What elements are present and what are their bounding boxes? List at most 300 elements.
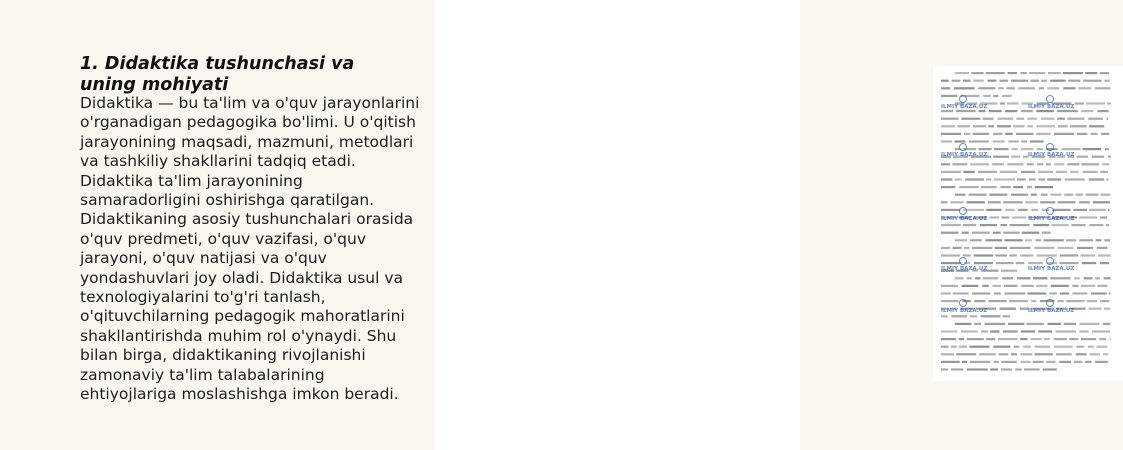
document-text-line — [986, 72, 1005, 74]
document-text-line — [1084, 277, 1093, 279]
document-text-line — [963, 254, 971, 256]
document-text-line — [1009, 300, 1028, 302]
document-text-line — [1080, 330, 1089, 332]
document-text-line — [941, 224, 961, 226]
document-text-line — [941, 95, 957, 97]
document-text-line — [1053, 209, 1071, 211]
document-text-line — [1025, 201, 1038, 203]
document-text-line — [1088, 118, 1103, 120]
document-text-line — [941, 209, 960, 211]
document-text-line — [1100, 300, 1109, 302]
document-text-line — [1106, 224, 1110, 226]
document-text-line — [1072, 292, 1087, 294]
document-text-line — [1064, 194, 1073, 196]
document-text-line — [954, 140, 965, 142]
document-text-line — [1083, 148, 1102, 150]
document-text-line — [970, 163, 989, 165]
document-text-line — [995, 247, 1008, 249]
document-text-line — [1024, 368, 1040, 370]
document-text-line — [1098, 285, 1108, 287]
document-text-line — [1036, 133, 1050, 135]
document-text-line — [981, 186, 997, 188]
document-text-line — [1050, 194, 1061, 196]
watermark-text: ILMIY BAZA.UZ — [1028, 308, 1075, 314]
document-text-line — [1028, 262, 1043, 264]
document-text-line — [1033, 277, 1048, 279]
document-text-line — [941, 353, 954, 355]
document-text-line — [954, 87, 975, 89]
document-text-line — [986, 178, 991, 180]
document-text-line — [1085, 361, 1092, 363]
document-text-line — [988, 80, 997, 82]
document-text-line — [972, 292, 990, 294]
document-page-image — [933, 66, 1123, 381]
document-text-line — [1003, 232, 1019, 234]
document-text-line — [1058, 125, 1068, 127]
watermark-text: ILMIY BAZA.UZ — [941, 216, 988, 222]
document-text-line — [1010, 247, 1031, 249]
document-text-line — [962, 361, 967, 363]
document-text-line — [1110, 338, 1111, 340]
document-text-line — [951, 315, 967, 317]
document-text-line — [1099, 338, 1106, 340]
document-text-line — [1011, 194, 1028, 196]
document-text-line — [1100, 72, 1109, 74]
document-text-line — [1082, 262, 1096, 264]
document-text-line — [986, 338, 995, 340]
document-text-line — [941, 368, 948, 370]
document-text-line — [1060, 292, 1069, 294]
document-text-line — [1063, 72, 1083, 74]
document-text-line — [992, 163, 1004, 165]
document-text-line — [1103, 353, 1108, 355]
document-text-line — [1087, 300, 1097, 302]
document-text-line — [1021, 330, 1035, 332]
document-text-line — [1020, 353, 1032, 355]
document-text-line — [1037, 148, 1044, 150]
document-text-line — [982, 285, 989, 287]
document-text-line — [970, 346, 990, 348]
document-text-line — [1080, 323, 1100, 325]
watermark-text: ILMIY BAZA.UZ — [1028, 266, 1075, 272]
document-text-line — [959, 346, 967, 348]
document-text-line — [1103, 323, 1110, 325]
document-text-line — [1042, 209, 1049, 211]
document-text-line — [967, 338, 984, 340]
document-text-line — [993, 140, 1005, 142]
document-text-line — [1062, 148, 1081, 150]
document-text-line — [1056, 353, 1072, 355]
document-text-line — [941, 315, 948, 317]
document-text-line — [1104, 308, 1111, 310]
document-text-line — [1008, 140, 1019, 142]
document-text-line — [1021, 110, 1033, 112]
document-text-line — [970, 361, 990, 363]
document-text-line — [941, 201, 948, 203]
document-text-line — [1081, 163, 1099, 165]
document-text-line — [993, 232, 1001, 234]
slide-title: 1. Didaktika tushunchasi va uning mohiyati — [80, 54, 355, 95]
document-text-line — [1030, 140, 1044, 142]
document-text-line — [993, 346, 1010, 348]
document-text-line — [1095, 361, 1108, 363]
document-text-line — [1027, 163, 1034, 165]
document-text-line — [955, 72, 969, 74]
document-text-line — [955, 178, 962, 180]
document-text-line — [1027, 323, 1044, 325]
document-text-line — [981, 315, 1001, 317]
document-text-line — [1007, 163, 1023, 165]
document-text-line — [956, 110, 976, 112]
document-text-line — [1066, 300, 1085, 302]
document-text-line — [1108, 209, 1109, 211]
document-text-line — [1041, 118, 1054, 120]
document-text-line — [1041, 80, 1047, 82]
document-text-line — [973, 125, 986, 127]
document-text-line — [1027, 118, 1037, 120]
document-text-line — [1002, 277, 1013, 279]
document-text-line — [994, 361, 999, 363]
document-text-line — [1063, 87, 1075, 89]
document-text-line — [975, 277, 980, 279]
document-text-line — [1104, 80, 1109, 82]
document-text-line — [1085, 72, 1097, 74]
document-text-line — [1031, 300, 1036, 302]
document-text-line — [988, 300, 1006, 302]
watermark-text: ILMIY BAZA.UZ — [941, 152, 988, 158]
document-text-line — [1067, 163, 1079, 165]
document-text-line — [964, 247, 969, 249]
document-text-line — [972, 247, 992, 249]
document-text-line — [1093, 201, 1110, 203]
document-text-line — [955, 239, 967, 241]
document-text-line — [1090, 353, 1101, 355]
document-text-line — [1004, 239, 1022, 241]
document-text-line — [964, 171, 975, 173]
document-text-line — [1021, 72, 1027, 74]
document-text-line — [1036, 239, 1041, 241]
document-text-line — [941, 110, 953, 112]
document-text-line — [965, 178, 984, 180]
document-text-line — [1013, 186, 1023, 188]
document-text-line — [941, 80, 949, 82]
document-text-line — [989, 194, 1007, 196]
document-text-line — [1031, 338, 1042, 340]
document-text-line — [990, 368, 998, 370]
document-text-line — [1076, 194, 1083, 196]
document-text-line — [953, 292, 969, 294]
document-text-line — [1016, 118, 1024, 120]
document-text-line — [1089, 224, 1103, 226]
document-text-line — [1054, 133, 1074, 135]
document-text-line — [986, 239, 1003, 241]
document-text-line — [1089, 178, 1105, 180]
document-text-line — [1025, 239, 1032, 241]
document-text-line — [998, 87, 1003, 89]
document-text-line — [1106, 118, 1108, 120]
document-text-line — [1077, 133, 1087, 135]
document-text-line — [1056, 330, 1077, 332]
document-text-line — [1000, 102, 1005, 104]
document-text-line — [1058, 201, 1076, 203]
document-text-line — [1000, 308, 1016, 310]
watermark-text: ILMIY BAZA.UZ — [941, 104, 988, 110]
document-text-line — [1054, 346, 1073, 348]
document-text-line — [1109, 292, 1111, 294]
document-text-line — [980, 224, 997, 226]
document-text-line — [941, 338, 956, 340]
document-text-line — [1077, 156, 1089, 158]
document-text-line — [1086, 194, 1099, 196]
document-text-line — [959, 186, 978, 188]
document-text-line — [1013, 125, 1025, 127]
document-text-line — [1005, 110, 1017, 112]
document-text-line — [1046, 361, 1055, 363]
document-text-line — [1006, 87, 1014, 89]
document-text-line — [1012, 216, 1027, 218]
document-text-line — [1065, 178, 1085, 180]
document-text-line — [1035, 186, 1053, 188]
watermark-text: ILMIY BAZA.UZ — [941, 266, 988, 272]
document-text-line — [957, 125, 970, 127]
document-text-line — [1023, 346, 1031, 348]
document-text-line — [1011, 353, 1017, 355]
document-text-line — [1018, 87, 1035, 89]
document-text-line — [963, 80, 971, 82]
document-text-line — [1004, 285, 1018, 287]
watermark-text: ILMIY BAZA.UZ — [941, 308, 988, 314]
document-text-line — [1048, 72, 1061, 74]
document-text-line — [981, 330, 988, 332]
document-text-line — [972, 72, 984, 74]
document-text-line — [1104, 277, 1111, 279]
document-text-line — [1021, 140, 1027, 142]
document-text-line — [1008, 72, 1018, 74]
document-text-line — [998, 118, 1014, 120]
document-text-line — [941, 133, 961, 135]
document-text-line — [1056, 171, 1067, 173]
document-text-line — [1051, 285, 1069, 287]
document-text-line — [1091, 133, 1098, 135]
document-text-line — [1098, 254, 1111, 256]
document-text-line — [974, 262, 993, 264]
document-text-line — [1064, 323, 1076, 325]
document-text-line — [1021, 361, 1031, 363]
document-text-line — [967, 201, 985, 203]
document-text-line — [1000, 171, 1018, 173]
watermark-text: ILMIY BAZA.UZ — [1028, 216, 1075, 222]
document-text-line — [1001, 216, 1009, 218]
document-text-line — [1069, 338, 1078, 340]
document-text-line — [953, 247, 962, 249]
document-text-line — [1000, 186, 1011, 188]
document-text-line — [990, 330, 999, 332]
document-text-line — [1097, 110, 1108, 112]
document-text-line — [979, 110, 986, 112]
document-text-line — [955, 323, 971, 325]
document-text-line — [996, 262, 1014, 264]
document-text-line — [1021, 285, 1033, 287]
document-text-line — [955, 194, 966, 196]
document-text-line — [1047, 178, 1061, 180]
document-text-line — [1020, 338, 1028, 340]
document-text-line — [1108, 156, 1111, 158]
document-text-line — [1035, 346, 1051, 348]
document-text-line — [1106, 178, 1108, 180]
document-text-line — [1036, 125, 1055, 127]
watermark-text: ILMIY BAZA.UZ — [1028, 104, 1075, 110]
document-text-line — [1060, 262, 1079, 264]
document-text-line — [1038, 330, 1052, 332]
document-text-line — [1089, 209, 1106, 211]
document-text-line — [1039, 178, 1046, 180]
document-text-line — [1003, 330, 1018, 332]
document-text-line — [1001, 224, 1008, 226]
document-text-line — [999, 80, 1008, 82]
document-text-line — [1010, 224, 1030, 226]
document-text-line — [956, 353, 976, 355]
document-text-line — [1092, 156, 1104, 158]
document-text-line — [941, 87, 950, 89]
document-text-line — [969, 140, 989, 142]
document-text-line — [1016, 133, 1034, 135]
document-text-line — [1018, 209, 1027, 211]
document-text-line — [993, 133, 1002, 135]
document-text-line — [972, 232, 990, 234]
document-text-line — [1068, 118, 1085, 120]
document-text-line — [1059, 361, 1071, 363]
document-text-line — [1033, 224, 1049, 226]
document-text-line — [1076, 346, 1084, 348]
document-text-line — [1079, 216, 1097, 218]
document-text-line — [1001, 361, 1017, 363]
document-text-line — [1058, 247, 1074, 249]
document-text-line — [993, 156, 1009, 158]
document-text-line — [1095, 277, 1100, 279]
document-text-line — [974, 254, 994, 256]
document-text-line — [1054, 338, 1067, 340]
document-text-line — [941, 285, 958, 287]
document-text-line — [1066, 239, 1076, 241]
document-text-line — [1038, 171, 1053, 173]
document-text-line — [1104, 239, 1110, 241]
document-text-line — [1048, 323, 1062, 325]
document-text-line — [941, 330, 957, 332]
document-text-line — [955, 277, 964, 279]
document-text-line — [964, 133, 970, 135]
document-text-line — [1058, 300, 1064, 302]
document-text-line — [1010, 254, 1017, 256]
document-text-line — [1030, 80, 1039, 82]
document-text-line — [1079, 87, 1092, 89]
document-text-line — [1044, 239, 1064, 241]
document-text-line — [1037, 163, 1043, 165]
document-text-line — [1005, 292, 1026, 294]
document-text-line — [993, 95, 998, 97]
document-text-line — [1005, 133, 1013, 135]
document-text-line — [1016, 262, 1025, 264]
document-text-line — [1089, 125, 1104, 127]
text-panel — [0, 0, 435, 450]
document-text-line — [1071, 224, 1085, 226]
document-text-line — [1100, 262, 1109, 264]
document-text-line — [950, 201, 963, 203]
document-text-line — [983, 118, 994, 120]
document-text-line — [998, 338, 1018, 340]
document-text-line — [1096, 346, 1107, 348]
document-text-line — [1079, 201, 1090, 203]
document-text-line — [951, 346, 957, 348]
document-text-line — [983, 95, 991, 97]
document-text-line — [1027, 292, 1046, 294]
document-text-line — [1021, 171, 1035, 173]
document-text-line — [999, 353, 1009, 355]
document-text-line — [967, 368, 988, 370]
document-text-line — [963, 224, 976, 226]
document-text-line — [941, 300, 959, 302]
document-text-line — [951, 368, 963, 370]
document-text-line — [1005, 209, 1014, 211]
document-text-line — [1091, 292, 1107, 294]
document-text-line — [941, 178, 952, 180]
document-text-line — [1100, 216, 1107, 218]
document-text-line — [1012, 148, 1019, 150]
document-text-line — [962, 232, 969, 234]
document-text-line — [941, 262, 961, 264]
document-text-line — [1068, 80, 1080, 82]
document-text-line — [1077, 247, 1093, 249]
document-text-line — [1033, 361, 1044, 363]
document-text-line — [1017, 277, 1031, 279]
document-text-line — [1101, 133, 1109, 135]
document-text-line — [1102, 163, 1109, 165]
document-text-line — [1047, 87, 1059, 89]
document-text-line — [1015, 368, 1021, 370]
document-text-line — [961, 330, 978, 332]
document-text-line — [1008, 323, 1025, 325]
document-text-line — [1092, 330, 1110, 332]
document-text-line — [1081, 338, 1096, 340]
document-text-line — [1088, 346, 1094, 348]
document-text-line — [1034, 353, 1052, 355]
document-text-line — [989, 110, 1002, 112]
document-page-background — [933, 66, 1123, 381]
document-text-line — [1027, 125, 1033, 127]
document-text-line — [1079, 239, 1093, 241]
document-text-line — [1075, 102, 1084, 104]
document-text-line — [978, 148, 991, 150]
document-text-line — [1029, 178, 1036, 180]
document-text-line — [941, 247, 950, 249]
document-text-line — [1100, 171, 1108, 173]
document-text-line — [1044, 338, 1050, 340]
document-text-line — [1088, 308, 1101, 310]
document-text-line — [1029, 72, 1045, 74]
document-text-line — [941, 254, 960, 256]
document-text-line — [941, 186, 955, 188]
document-text-line — [1036, 285, 1048, 287]
slide-body-text: Didaktika — bu ta'lim va o'quv jarayonlarini o'rganadigan pedagogika bo'limi. U o'qitish jarayonining maqsadi, mazmuni, metodlari va tashkiliy shakllarini tadqiq etadi. Didaktika ta'lim jarayonining samaradorligini oshirishga qaratilgan. Didaktikaning asosiy tushunchalari orasida o'quv predmeti, o'quv vazifasi, o'quv jarayoni, o'quv natijasi va o'quv yondashuvlari joy oladi. Didaktika usul va texnologiyalarini to'g'ri tanlash, o'qituvchilarning pedagogik mahoratlarini shakllantirishda muhim rol o'ynaydi. Shu bilan birga, didaktikaning rivojlanishi zamonaviy ta'lim talabalarining ehtiyojlariga moslashishga imkon beradi. — [80, 94, 420, 404]
document-text-line — [979, 353, 996, 355]
document-text-line — [985, 323, 1006, 325]
document-text-line — [1083, 171, 1098, 173]
document-text-line — [1074, 361, 1083, 363]
document-text-line — [994, 178, 1015, 180]
document-text-line — [1022, 232, 1040, 234]
document-text-line — [997, 125, 1011, 127]
document-text-line — [953, 163, 968, 165]
document-text-line — [974, 300, 986, 302]
